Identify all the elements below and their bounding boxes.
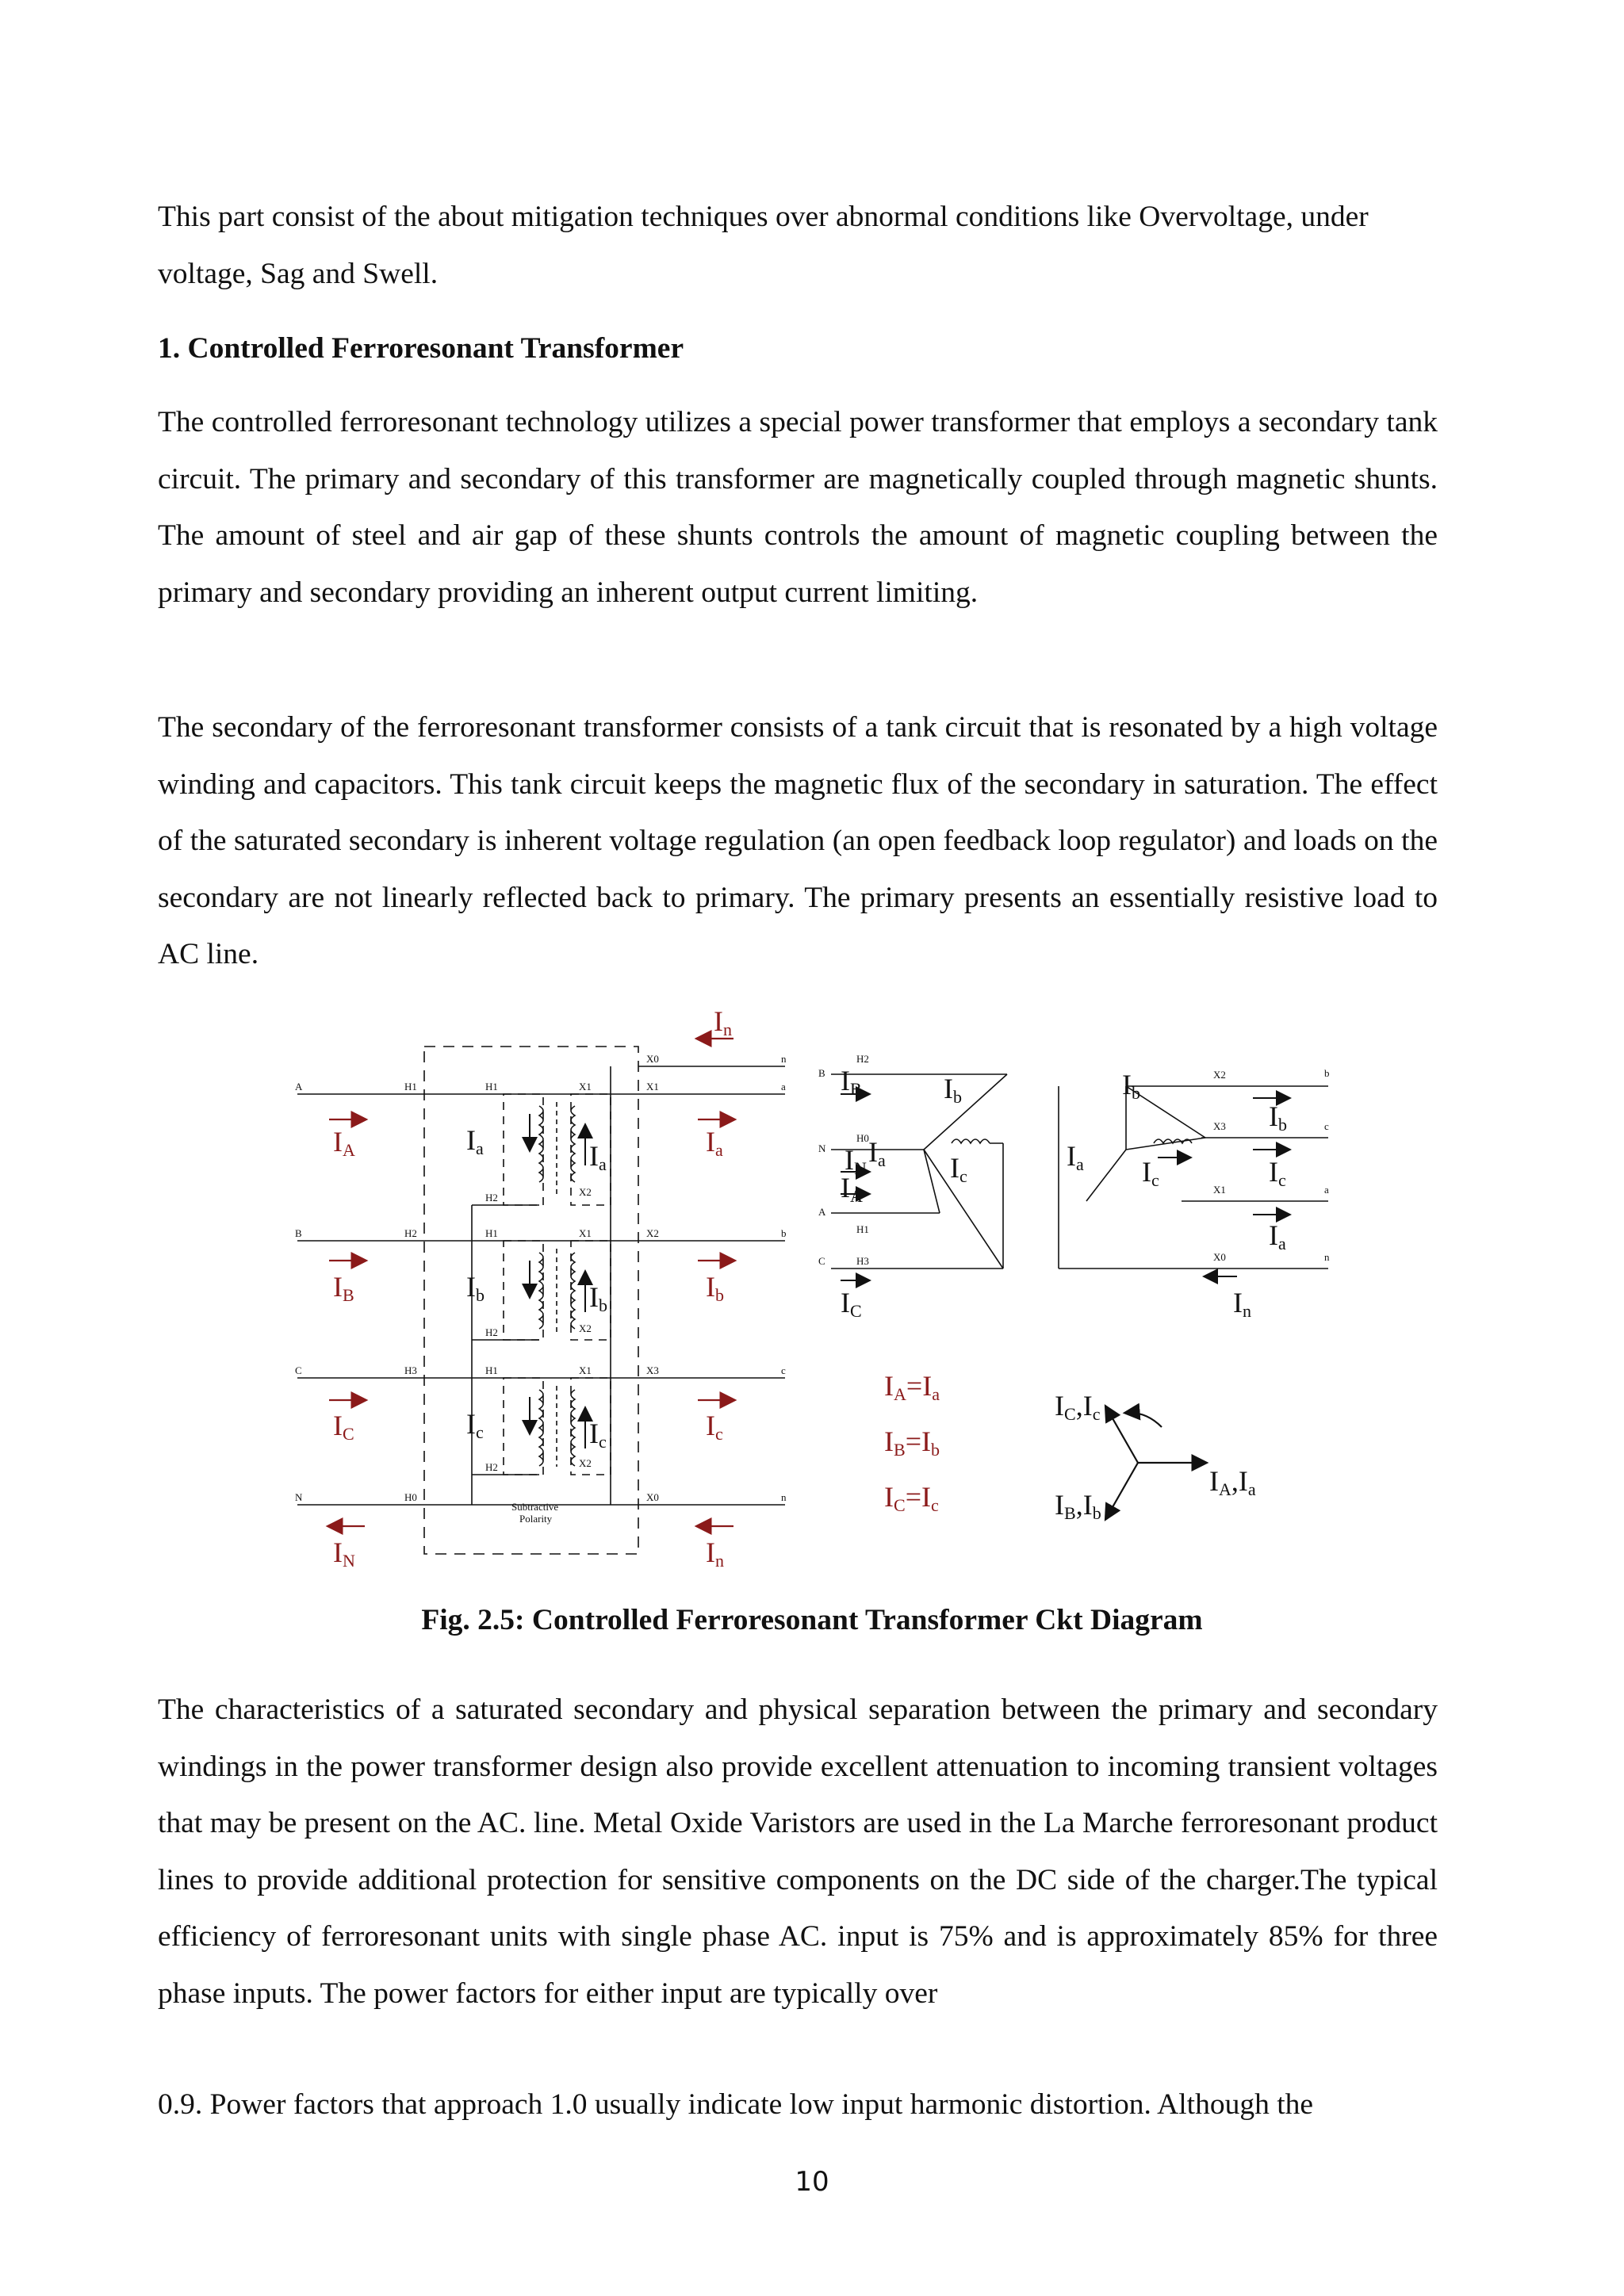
svg-text:H1: H1	[485, 1227, 498, 1239]
svg-text:X1: X1	[579, 1364, 592, 1376]
paragraph-secondary: The secondary of the ferroresonant transformer consists of a tank circuit that is resonated by a high voltage winding and capacitors. This tank circuit keeps the magnetic flux of the secondary in saturation. The effect of the saturated secondary is inherent voltage regulation (an open feedback loop regulator) and loads on the secondary are not linearly reflected back to primary. The primary presents an essentially resistive load to AC line.	[158, 711, 1438, 970]
svg-text:IC,Ic: IC,Ic	[1055, 1390, 1101, 1424]
svg-text:Ic: Ic	[466, 1408, 484, 1442]
svg-text:Ib: Ib	[589, 1281, 607, 1315]
svg-text:H1: H1	[404, 1081, 417, 1093]
svg-text:Ic: Ic	[1269, 1156, 1286, 1190]
svg-text:Polarity: Polarity	[519, 1513, 553, 1525]
svg-text:X1: X1	[1213, 1184, 1226, 1196]
svg-text:Ia: Ia	[466, 1124, 484, 1158]
svg-text:a: a	[781, 1081, 786, 1093]
svg-text:IC: IC	[841, 1287, 862, 1321]
paragraph-characteristics: The characteristics of a saturated secondary and physical separation between the primary and secondary windings in the power transformer design also provide excellent attenuation to incoming transient voltages that may be present on the AC. line. Metal Oxide Varistors are used in the La Marche ferroresonant product lines to provide additional protection for sensitive components on the DC side of the charger.The typical efficiency of ferroresonant units with single phase AC. input is 75% and is approximately 85% for three phase inputs. The power factors for either input are typically over	[158, 1693, 1438, 2010]
svg-text:X3: X3	[646, 1364, 659, 1376]
svg-text:a: a	[1324, 1184, 1329, 1196]
svg-text:H2: H2	[856, 1053, 869, 1065]
paragraph-tank-circuit: The controlled ferroresonant technology utilizes a special power transformer that employs a secondary tank circuit. The primary and secondary of this transformer are magnetically coupled through magnetic shunts. The amount of steel and air gap of these shunts controls the amount of magnetic coupling between the primary and secondary providing an inherent output current limiting.	[158, 406, 1438, 609]
svg-text:B: B	[818, 1067, 825, 1079]
intro-paragraph: This part consist of the about mitigation techniques over abnormal conditions like Overvoltage, under voltage, Sag and Swell.	[158, 201, 1369, 290]
svg-text:X2: X2	[646, 1227, 659, 1239]
ferroresonant-circuit-diagram	[285, 1007, 1348, 1578]
svg-text:IN: IN	[845, 1144, 867, 1178]
svg-text:IB: IB	[841, 1065, 862, 1099]
svg-text:H2: H2	[485, 1326, 498, 1338]
svg-text:H1: H1	[485, 1364, 498, 1376]
svg-text:IA=Ia: IA=Ia	[884, 1370, 940, 1404]
svg-text:IA: IA	[841, 1172, 863, 1206]
svg-text:X1: X1	[579, 1081, 592, 1093]
svg-text:X0: X0	[646, 1491, 659, 1503]
svg-text:Ib: Ib	[1122, 1069, 1140, 1103]
svg-text:X0: X0	[646, 1053, 659, 1065]
svg-text:n: n	[1324, 1251, 1330, 1263]
page-number: 10	[795, 2166, 829, 2198]
svg-text:H2: H2	[485, 1461, 498, 1473]
svg-text:n: n	[781, 1491, 787, 1503]
svg-text:IC=Ic: IC=Ic	[884, 1481, 939, 1515]
svg-text:In: In	[1233, 1287, 1251, 1321]
svg-text:N: N	[818, 1142, 826, 1154]
svg-text:Ia: Ia	[1269, 1219, 1286, 1253]
svg-text:Ib: Ib	[466, 1271, 485, 1305]
svg-text:H3: H3	[404, 1364, 417, 1376]
svg-text:Ic: Ic	[589, 1418, 607, 1452]
winding-current-labels	[466, 1124, 607, 1452]
svg-text:c: c	[1324, 1120, 1329, 1132]
svg-text:X2: X2	[579, 1322, 592, 1334]
svg-text:n: n	[781, 1053, 787, 1065]
section-heading: 1. Controlled Ferroresonant Transformer	[158, 332, 684, 365]
svg-text:Ic: Ic	[1142, 1156, 1159, 1190]
svg-text:Ia: Ia	[706, 1126, 723, 1160]
svg-text:C: C	[818, 1255, 825, 1267]
svg-text:H0: H0	[856, 1132, 869, 1144]
phasor-labels	[1055, 1390, 1256, 1523]
svg-text:H0: H0	[404, 1491, 417, 1503]
svg-text:In: In	[706, 1536, 724, 1571]
svg-text:H2: H2	[485, 1192, 498, 1203]
svg-text:IB=Ib: IB=Ib	[884, 1425, 940, 1460]
svg-text:IA,Ia: IA,Ia	[1209, 1465, 1256, 1499]
svg-text:b: b	[781, 1227, 787, 1239]
svg-text:Ic: Ic	[706, 1410, 723, 1444]
svg-text:X1: X1	[646, 1081, 659, 1093]
delta-connection	[1059, 1086, 1328, 1269]
svg-text:A: A	[818, 1206, 826, 1218]
svg-text:Ic: Ic	[950, 1152, 967, 1186]
svg-text:IB: IB	[333, 1271, 354, 1305]
svg-text:H1: H1	[856, 1223, 869, 1235]
svg-text:X2: X2	[579, 1186, 592, 1198]
svg-text:H3: H3	[856, 1255, 869, 1267]
svg-text:B: B	[295, 1227, 302, 1239]
svg-text:Ia: Ia	[1067, 1140, 1084, 1174]
svg-text:C: C	[295, 1364, 302, 1376]
current-equations	[884, 1370, 940, 1515]
line-current-labels	[333, 1007, 732, 1571]
svg-text:IC: IC	[333, 1410, 354, 1444]
svg-text:N: N	[295, 1491, 303, 1503]
svg-text:Ia: Ia	[868, 1136, 886, 1170]
svg-text:Ia: Ia	[589, 1140, 607, 1174]
paragraph-power-factor: 0.9. Power factors that approach 1.0 usually indicate low input harmonic distortion. Although the	[158, 2088, 1314, 2121]
svg-text:Ib: Ib	[944, 1073, 962, 1107]
svg-text:IN: IN	[333, 1536, 355, 1571]
line-current-arrows	[329, 1039, 733, 1526]
svg-text:In: In	[714, 1007, 732, 1039]
svg-text:X0: X0	[1213, 1251, 1226, 1263]
svg-text:Ib: Ib	[706, 1271, 724, 1305]
svg-text:H1: H1	[485, 1081, 498, 1093]
svg-text:X1: X1	[579, 1227, 592, 1239]
svg-text:A: A	[295, 1081, 303, 1093]
svg-text:IB,Ib: IB,Ib	[1055, 1489, 1101, 1523]
svg-text:c: c	[781, 1364, 786, 1376]
figure-caption: Fig. 2.5: Controlled Ferroresonant Transformer Ckt Diagram	[421, 1604, 1203, 1636]
svg-text:X2: X2	[579, 1457, 592, 1469]
svg-text:IA: IA	[333, 1126, 355, 1160]
phasor-diagram	[1106, 1407, 1205, 1518]
svg-text:Ib: Ib	[1269, 1100, 1287, 1135]
delta-labels	[1067, 1067, 1330, 1321]
svg-text:X3: X3	[1213, 1120, 1226, 1132]
svg-text:H2: H2	[404, 1227, 417, 1239]
svg-text:b: b	[1324, 1067, 1330, 1079]
svg-text:Subtractive: Subtractive	[511, 1501, 559, 1513]
svg-text:X2: X2	[1213, 1069, 1226, 1081]
